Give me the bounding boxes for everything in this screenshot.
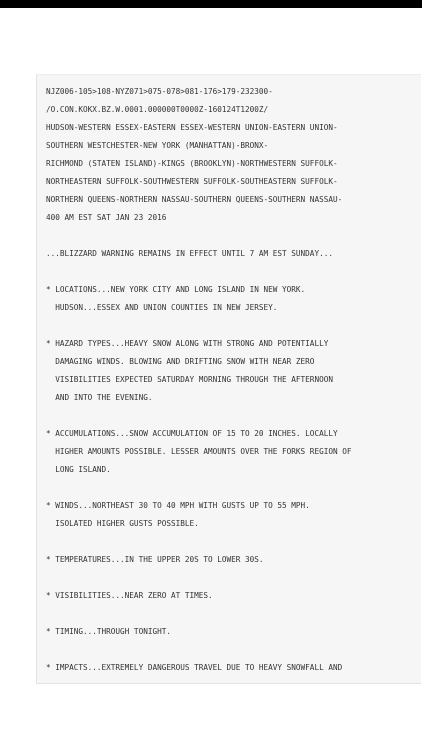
hazard-types-item: * HAZARD TYPES...HEAVY SNOW ALONG WITH STRONG AND POTENTIALLY xyxy=(46,339,329,348)
issue-time: 400 AM EST SAT JAN 23 2016 xyxy=(46,213,167,222)
status-bar xyxy=(0,0,422,8)
visibilities-item: * VISIBILITIES...NEAR ZERO AT TIMES. xyxy=(46,591,213,600)
hazard-types-item: DAMAGING WINDS. BLOWING AND DRIFTING SNOW WITH NEAR ZERO xyxy=(46,357,315,366)
locations-item: HUDSON...ESSEX AND UNION COUNTIES IN NEW JERSEY. xyxy=(46,303,278,312)
hazard-types-item: VISIBILITIES EXPECTED SATURDAY MORNING THROUGH THE AFTERNOON xyxy=(46,375,333,384)
impacts-item: * IMPACTS...EXTREMELY DANGEROUS TRAVEL DUE TO HEAVY SNOWFALL AND xyxy=(46,663,343,672)
accumulations-item: LONG ISLAND. xyxy=(46,465,111,474)
vtec-code: /O.CON.KOKX.BZ.W.0001.000000T0000Z-160124T1200Z/ xyxy=(46,105,269,114)
warning-bulletin xyxy=(36,74,421,684)
timing-item: * TIMING...THROUGH TONIGHT. xyxy=(46,627,171,636)
zone-names-line: SOUTHERN WESTCHESTER-NEW YORK (MANHATTAN)-BRONX- xyxy=(46,141,269,150)
bulletin-text xyxy=(37,75,421,677)
zone-names-line: RICHMOND (STATEN ISLAND)-KINGS (BROOKLYN)-NORTHWESTERN SUFFOLK- xyxy=(46,159,338,168)
zone-names-line: HUDSON-WESTERN ESSEX-EASTERN ESSEX-WESTERN UNION-EASTERN UNION- xyxy=(46,123,338,132)
headline: ...BLIZZARD WARNING REMAINS IN EFFECT UNTIL 7 AM EST SUNDAY... xyxy=(46,249,333,258)
winds-item: ISOLATED HIGHER GUSTS POSSIBLE. xyxy=(46,519,199,528)
zone-names-line: NORTHERN QUEENS-NORTHERN NASSAU-SOUTHERN QUEENS-SOUTHERN NASSAU- xyxy=(46,195,343,204)
locations-item: * LOCATIONS...NEW YORK CITY AND LONG ISLAND IN NEW YORK. xyxy=(46,285,306,294)
temperatures-item: * TEMPERATURES...IN THE UPPER 20S TO LOWER 30S. xyxy=(46,555,264,564)
winds-item: * WINDS...NORTHEAST 30 TO 40 MPH WITH GUSTS UP TO 55 MPH. xyxy=(46,501,310,510)
accumulations-item: HIGHER AMOUNTS POSSIBLE. LESSER AMOUNTS OVER THE FORKS REGION OF xyxy=(46,447,352,456)
accumulations-item: * ACCUMULATIONS...SNOW ACCUMULATION OF 15 TO 20 INCHES. LOCALLY xyxy=(46,429,338,438)
zone-codes: NJZ006-105>108-NYZ071>075-078>081-176>179-232300- xyxy=(46,87,273,96)
zone-names-line: NORTHEASTERN SUFFOLK-SOUTHWESTERN SUFFOLK-SOUTHEASTERN SUFFOLK- xyxy=(46,177,338,186)
hazard-types-item: AND INTO THE EVENING. xyxy=(46,393,153,402)
